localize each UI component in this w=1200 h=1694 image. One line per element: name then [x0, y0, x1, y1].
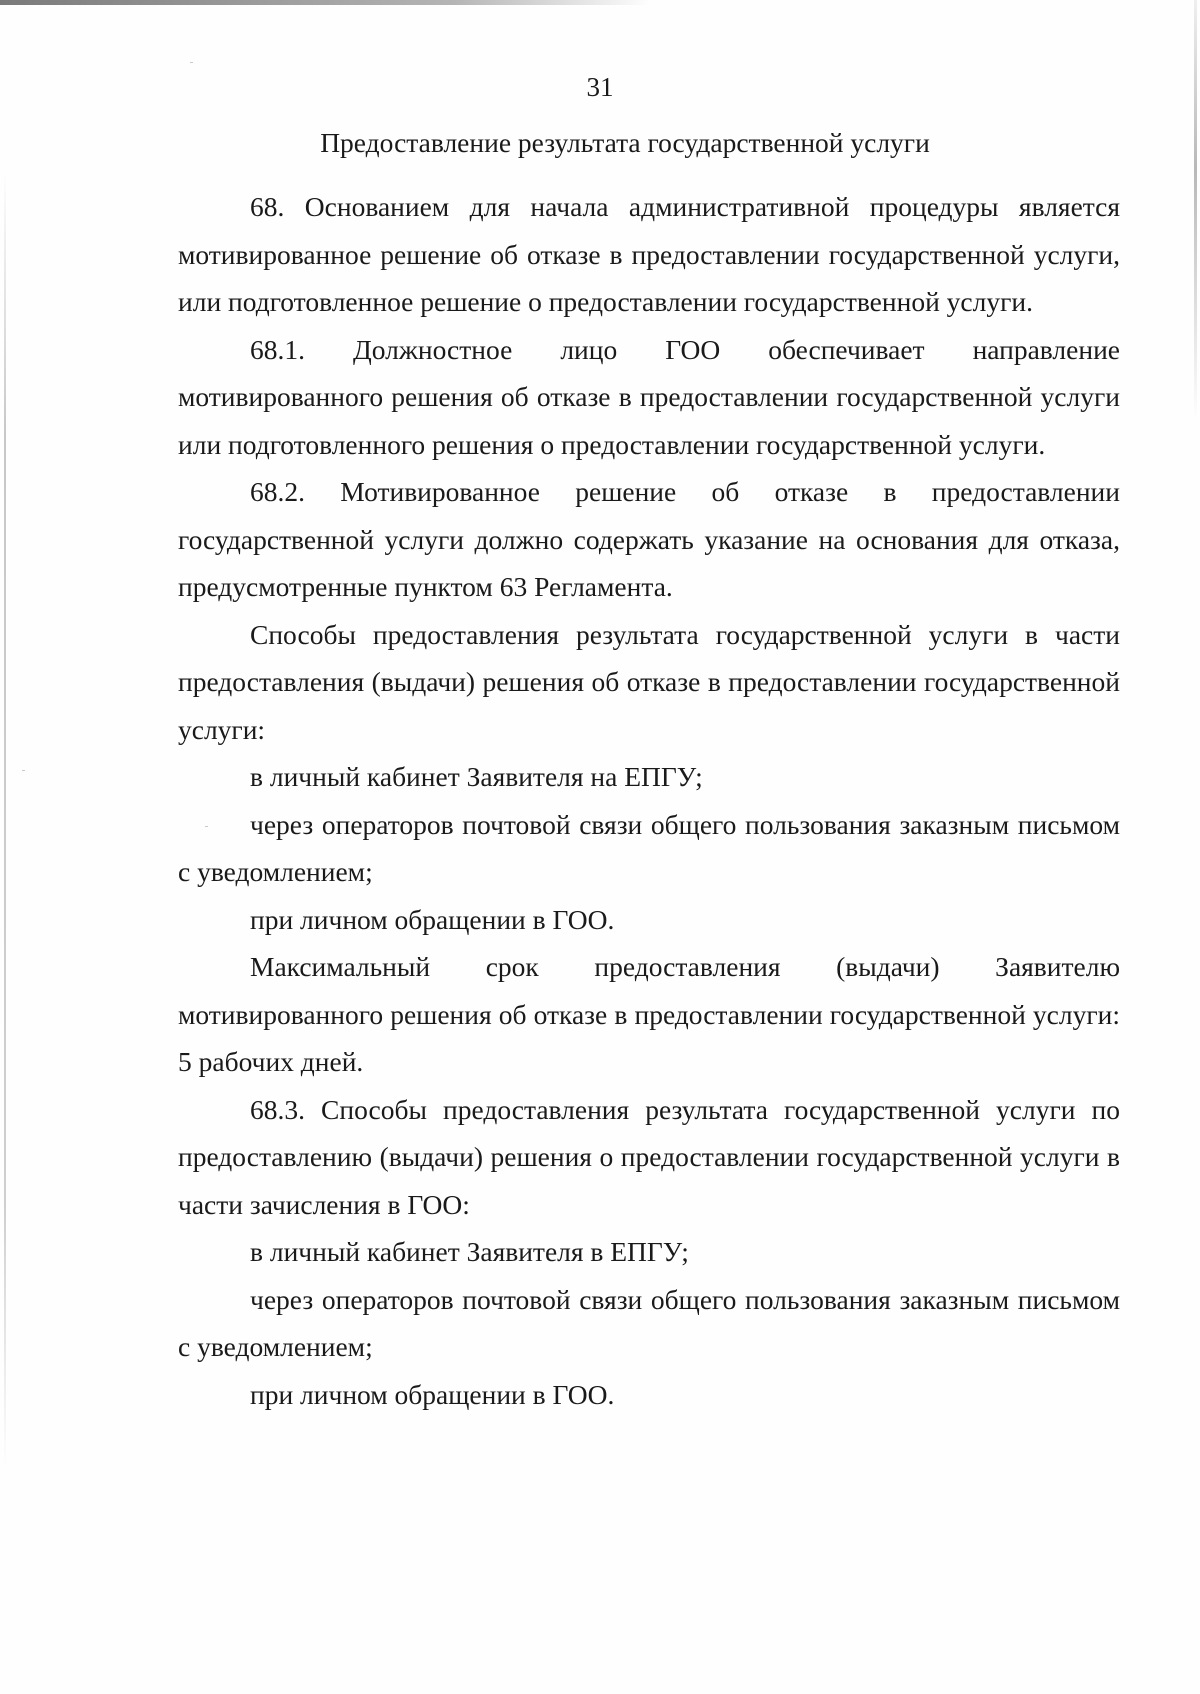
list-item-personal-visit: при личном обращении в ГОО. [250, 903, 615, 935]
scan-speck [190, 62, 193, 63]
scan-edge-right [1194, 0, 1197, 420]
paragraph-68-3: 68.3. Способы предоставления результата государственной услуги по предоставлению (выдачи) решения о предоставлении государственной услуги в части зачисления в ГОО: [178, 1093, 1120, 1220]
paragraph-68: 68. Основанием для начала административной процедуры является мотивированное решение об отказе в предоставлении государственной услуги, или подготовленное решение о предоставлении государственной услуги. [178, 191, 1120, 317]
list-item-postal-mail-2: через операторов почтовой связи общего пользования заказным письмом с уведомлением; [178, 1283, 1120, 1362]
scan-edge-left [4, 170, 6, 1470]
body-text [178, 183, 1120, 1418]
paragraph-refusal-methods: Способы предоставления результата государственной услуги в части предоставления (выдачи) решения об отказе в предоставлении государственной услуги: [178, 618, 1120, 745]
scan-speck [22, 770, 25, 771]
paragraph-68-2: 68.2. Мотивированное решение об отказе в предоставлении государственной услуги должно содержать указание на основания для отказа, предусмотренные пунктом 63 Регламента. [178, 476, 1120, 602]
list-item-postal-mail: через операторов почтовой связи общего пользования заказным письмом с уведомлением; [178, 808, 1120, 887]
section-title: Предоставление результата государственной услуги [320, 127, 930, 158]
scan-edge-top [0, 0, 650, 5]
paragraph-68-1: 68.1. Должностное лицо ГОО обеспечивает направление мотивированного решения об отказе в предоставлении государственной услуги или подготовленного решения о предоставлении государственной услуги. [178, 333, 1120, 460]
page-number: 31 [586, 72, 614, 102]
list-item-epgu-cabinet: в личный кабинет Заявителя на ЕПГУ; [250, 761, 703, 792]
list-item-epgu-cabinet-2: в личный кабинет Заявителя в ЕПГУ; [250, 1236, 689, 1267]
paragraph-max-term: Максимальный срок предоставления (выдачи) Заявителю мотивированного решения об отказе в предоставлении государственной услуги: 5 рабочих дней. [178, 951, 1120, 1077]
list-item-personal-visit-2: при личном обращении в ГОО. [250, 1378, 615, 1410]
